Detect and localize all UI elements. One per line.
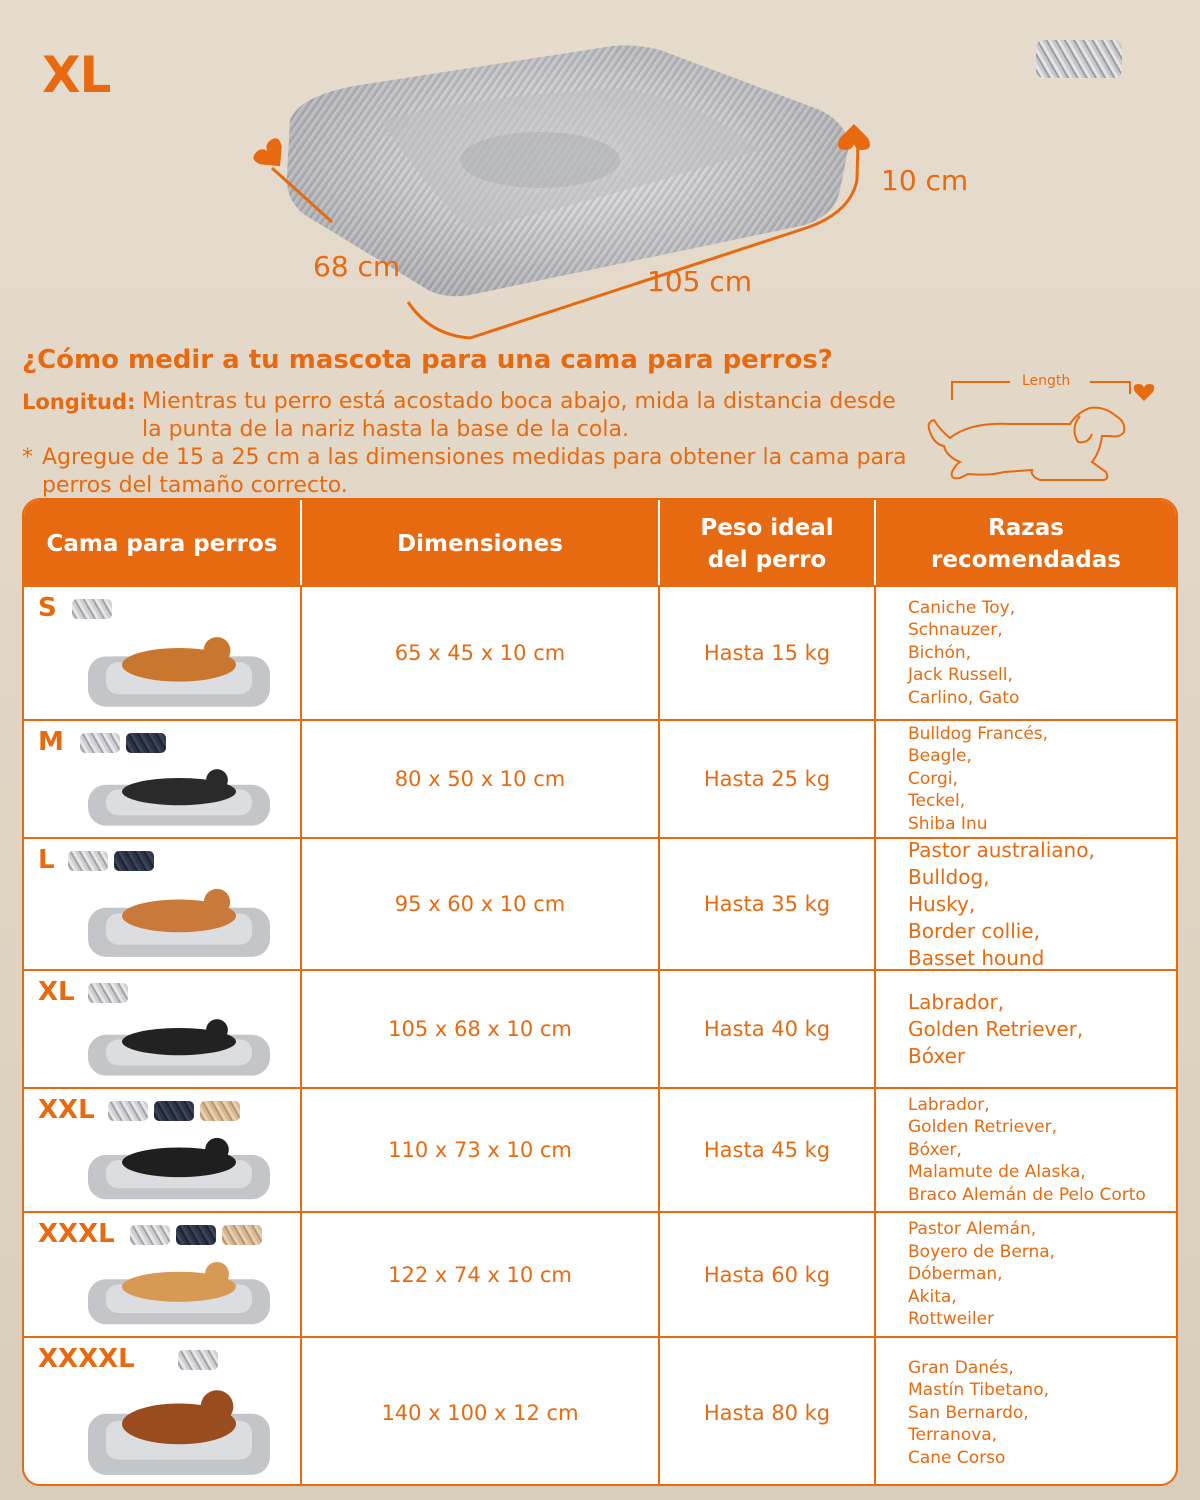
cell-size [24,1089,300,1211]
bed-with-dog-image [84,1011,274,1079]
size-label: M [38,727,64,757]
cell-size [24,971,300,1087]
table-row [24,719,1176,837]
color-swatch-gray[interactable] [88,983,128,1003]
cell-breeds: Caniche Toy, Schnauzer, Bichón, Jack Russell, Carlino, Gato [908,597,1020,708]
cell-weight: Hasta 40 kg [703,1017,831,1041]
longitud-text: Mientras tu perro está acostado boca abajo, mida la distancia desde la punta de la nariz hasta la base de la cola. [142,389,896,442]
header-dimensiones: Dimensiones [397,530,563,557]
header-peso: Peso ideal del perro [700,514,834,573]
color-swatch-beige[interactable] [200,1101,240,1121]
size-label: S [38,593,57,623]
hero-width-label: 68 cm [313,250,401,283]
cell-size [24,839,300,969]
table-row [24,1211,1176,1336]
table-row [24,837,1176,969]
table-header [24,500,1176,587]
color-swatch-gray[interactable] [68,851,108,871]
bed-with-dog-image [84,1378,274,1480]
cell-weight: Hasta 15 kg [703,641,831,665]
size-label: XXXXL [38,1344,135,1374]
table-row [24,1087,1176,1211]
cell-weight: Hasta 45 kg [703,1138,831,1162]
cell-size [24,587,300,719]
color-swatch-gray[interactable] [80,733,120,753]
size-table [22,498,1178,1486]
cell-dimensions: 122 x 74 x 10 cm [388,1262,572,1287]
cell-breeds: Pastor australiano, Bulldog, Husky, Border collie, Basset hound [908,837,1095,970]
cell-breeds: Labrador, Golden Retriever, Bóxer, Malamute de Alaska, Braco Alemán de Pelo Corto [908,1094,1146,1205]
cell-dimensions: 110 x 73 x 10 cm [388,1138,572,1162]
color-swatch-gray[interactable] [108,1101,148,1121]
color-swatch-navy[interactable] [114,851,154,871]
bed-with-dog-image [84,627,274,711]
cell-breeds: Gran Danés, Mastín Tibetano, San Bernardo, Terranova, Cane Corso [908,1357,1050,1468]
note-text [42,444,922,500]
table-row [24,585,1176,719]
color-swatch-gray[interactable] [130,1225,170,1245]
size-label: XXXL [38,1219,115,1249]
color-swatch-navy[interactable] [154,1101,194,1121]
diagram-length-label: Length [1019,373,1073,389]
hero-bed-image [0,0,1200,340]
color-swatch-gray[interactable] [72,599,112,619]
cell-dimensions: 65 x 45 x 10 cm [394,641,566,665]
cell-breeds: Bulldog Francés, Beagle, Corgi, Teckel, Shiba Inu [908,723,1049,834]
bed-with-dog-image [84,1253,274,1328]
note-text-content: Agregue de 15 a 25 cm a las dimensiones medidas para obtener la cama para perros del tamaño correcto. [42,445,907,498]
size-label: XL [38,977,75,1007]
note-asterisk: * [22,445,33,470]
cell-breeds: Pastor Alemán, Boyero de Berna, Dóberman, Akita, Rottweiler [908,1219,1056,1330]
longitud-label: Longitud: [22,390,136,414]
cell-weight: Hasta 80 kg [703,1401,831,1425]
color-swatch-navy[interactable] [176,1225,216,1245]
hero-section [0,0,1200,340]
cell-breeds: Labrador, Golden Retriever, Bóxer [908,989,1084,1068]
cell-dimensions: 105 x 68 x 10 cm [388,1017,572,1041]
size-label: L [38,845,55,875]
dog-length-diagram [920,372,1160,492]
cell-dimensions: 80 x 50 x 10 cm [394,767,566,791]
header-razas: Razas recomendadas [931,514,1121,573]
bed-with-dog-image [84,1129,274,1203]
color-swatch-gray[interactable] [178,1350,218,1370]
cell-weight: Hasta 35 kg [703,892,831,916]
cell-weight: Hasta 25 kg [703,767,831,791]
hero-height-label: 10 cm [881,164,969,197]
size-label: XXL [38,1095,95,1125]
bed-with-dog-image [84,761,274,829]
table-row [24,1336,1176,1486]
cell-size [24,721,300,837]
bed-with-dog-image [84,879,274,961]
color-swatch-beige[interactable] [222,1225,262,1245]
cell-dimensions: 140 x 100 x 12 cm [381,1401,579,1425]
hero-length-label: 105 cm [647,265,753,298]
cell-size [24,1213,300,1336]
measure-title: ¿Cómo medir a tu mascota para una cama para perros? [22,345,833,375]
color-swatch-navy[interactable] [126,733,166,753]
hero-size-badge: XL [42,46,111,104]
cell-size [24,1338,300,1486]
cell-dimensions: 95 x 60 x 10 cm [394,892,566,916]
table-row [24,969,1176,1087]
header-cama: Cama para perros [46,530,278,557]
cell-weight: Hasta 60 kg [703,1262,831,1287]
